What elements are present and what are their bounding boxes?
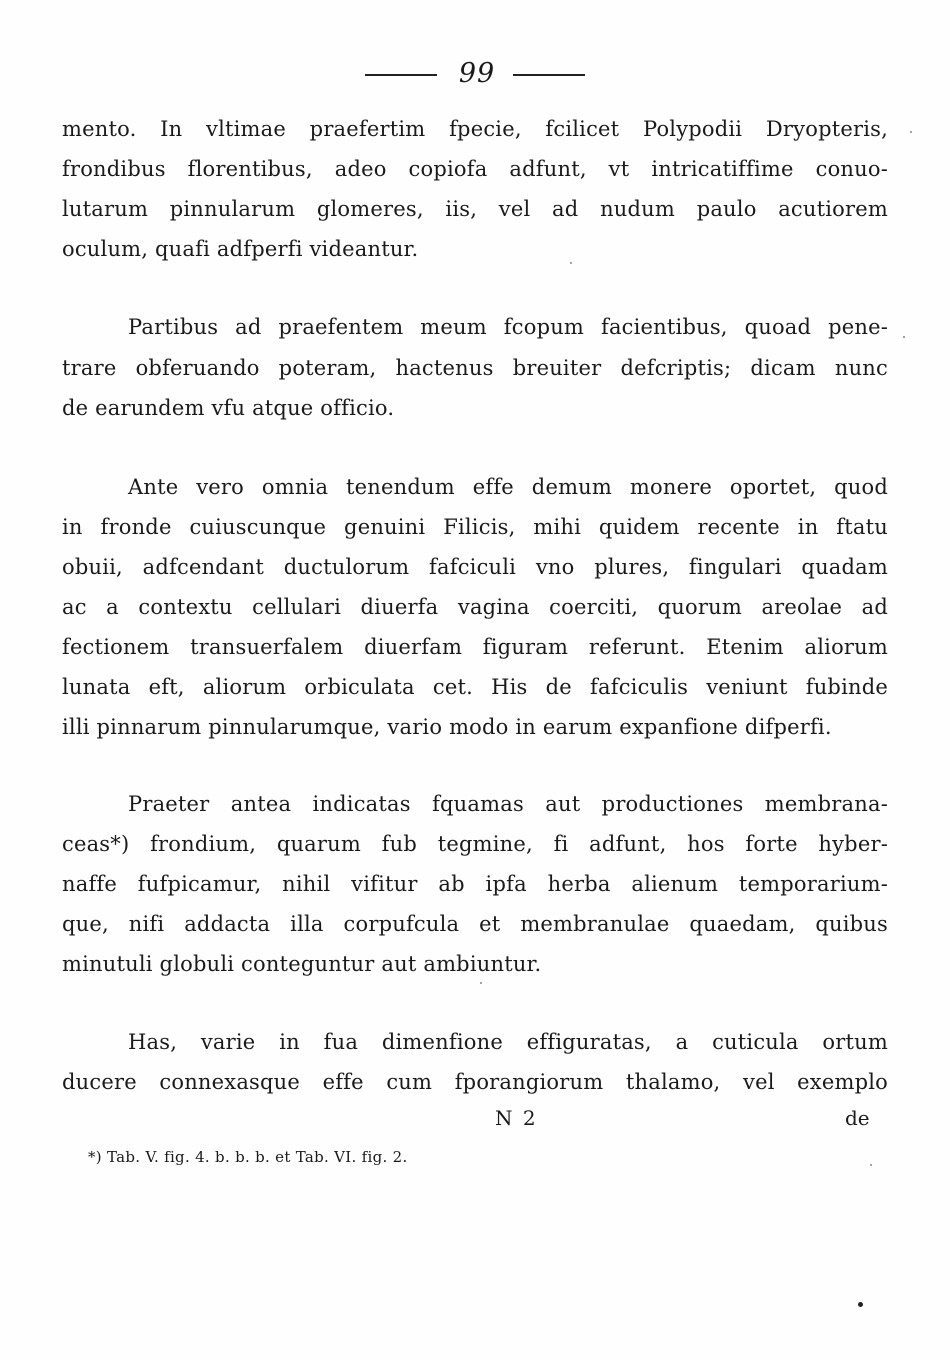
ink-speck — [910, 131, 912, 133]
text-line: Praeter antea indicatas fquamas aut productiones membrana- — [128, 792, 888, 816]
text-line: in fronde cuiuscunque genuini Filicis, mihi quidem recente in ftatu — [62, 515, 888, 539]
header-rule-right — [513, 74, 585, 76]
page-header — [0, 58, 950, 89]
text-line: mento. In vltimae praefertim fpecie, fcilicet Polypodii Dryopteris, — [62, 117, 888, 141]
text-line: Has, varie in fua dimenfione effiguratas, a cuticula ortum — [128, 1030, 888, 1054]
text-line: Ante vero omnia tenendum effe demum monere oportet, quod — [128, 475, 888, 499]
text-line: que, nifi addacta illa corpufcula et membranulae quaedam, quibus — [62, 912, 888, 936]
page-number: 99 — [458, 58, 496, 89]
ink-speck — [903, 336, 905, 338]
text-line: naffe fufpicamur, nihil vifitur ab ipfa herba alienum temporarium- — [62, 872, 888, 896]
header-rule-left — [365, 74, 437, 76]
text-line: minutuli globuli conteguntur aut ambiuntur. — [62, 952, 542, 976]
ink-speck — [480, 982, 482, 984]
footnote: *) Tab. V. fig. 4. b. b. b. et Tab. VI. fig. 2. — [88, 1148, 408, 1166]
signature-mark: N 2 — [495, 1106, 538, 1130]
text-line: ducere connexasque effe cum fporangiorum thalamo, vel exemplo — [62, 1070, 888, 1094]
catchword: de — [845, 1106, 870, 1130]
text-line: Partibus ad praefentem meum fcopum facientibus, quoad pene- — [128, 315, 888, 339]
text-line: obuii, adfcendant ductulorum fafciculi vno plures, fingulari quadam — [62, 555, 888, 579]
text-line: frondibus florentibus, adeo copiofa adfunt, vt intricatiffime conuo- — [62, 157, 888, 181]
text-line: ac a contextu cellulari diuerfa vagina coerciti, quorum areolae ad — [62, 595, 888, 619]
text-line: lutarum pinnularum glomeres, iis, vel ad nudum paulo acutiorem — [62, 197, 888, 221]
ink-speck — [870, 1164, 872, 1166]
text-line: fectionem transuerfalem diuerfam figuram referunt. Etenim aliorum — [62, 635, 888, 659]
text-line: lunata eft, aliorum orbiculata cet. His de fafciculis veniunt fubinde — [62, 675, 888, 699]
ink-speck — [858, 1302, 863, 1307]
text-line: illi pinnarum pinnularumque, vario modo in earum expanfione difperfi. — [62, 715, 832, 739]
text-line: de earundem vfu atque officio. — [62, 396, 395, 420]
text-line: oculum, quafi adfperfi videantur. — [62, 237, 419, 261]
text-line: ceas*) frondium, quarum fub tegmine, fi adfunt, hos forte hyber- — [62, 832, 888, 856]
text-line: trare obferuando poteram, hactenus breuiter defcriptis; dicam nunc — [62, 356, 888, 380]
ink-speck — [570, 262, 572, 264]
